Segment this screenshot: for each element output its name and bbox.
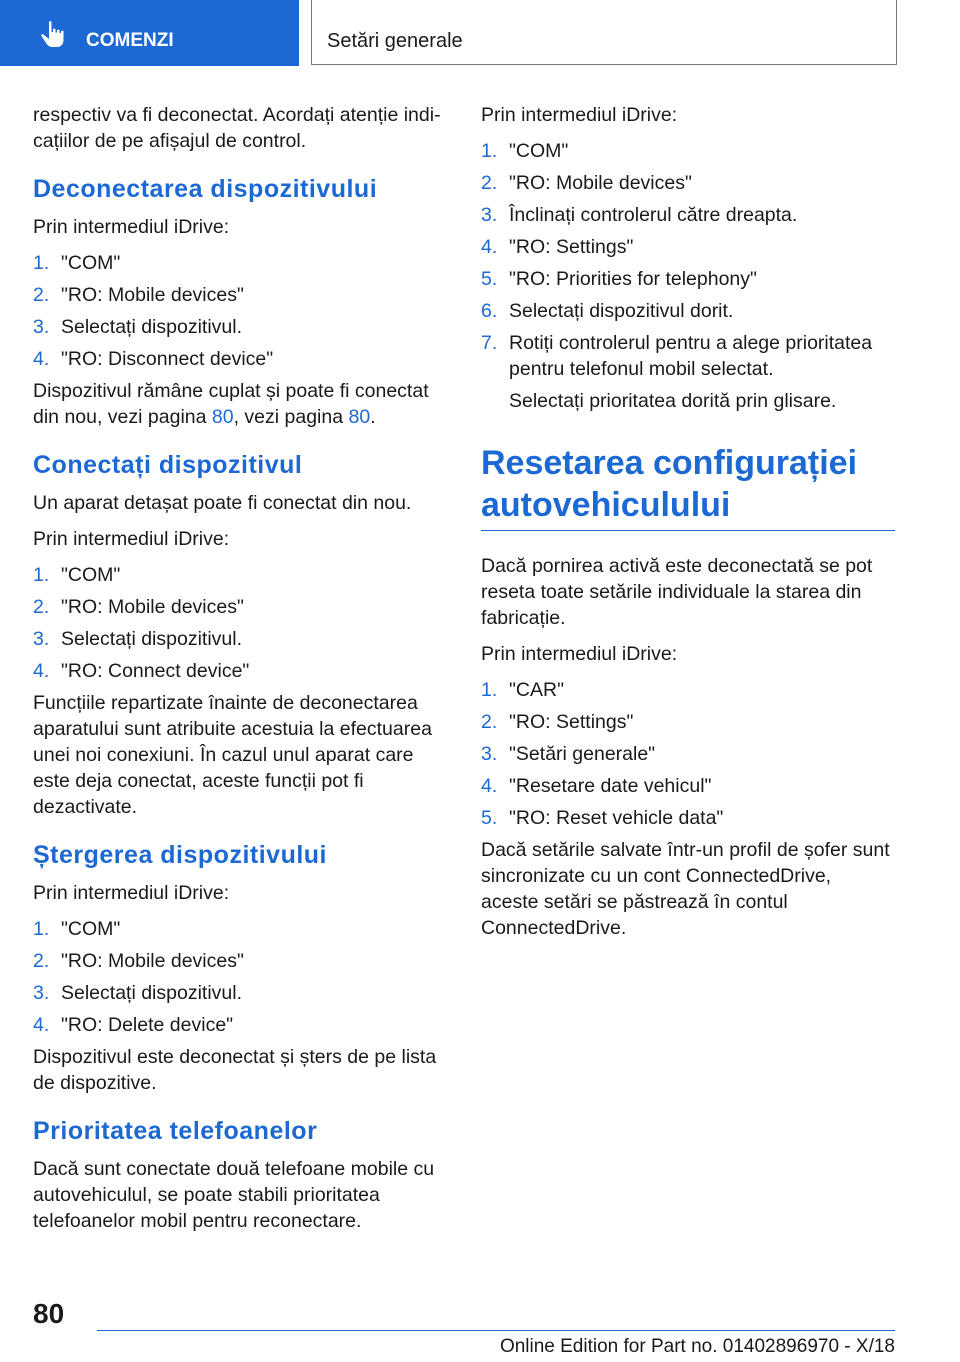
delete-note: Dispozitivul este deconectat și șters de pe lista de dispozitive. bbox=[33, 1046, 437, 1094]
step-number: 3. bbox=[33, 628, 50, 650]
step-number: 3. bbox=[481, 204, 498, 226]
step-number: 3. bbox=[481, 743, 498, 765]
idrive-lead: Prin intermediul iDrive: bbox=[33, 882, 230, 904]
step-number: 2. bbox=[481, 172, 498, 194]
step-number: 5. bbox=[481, 807, 498, 829]
step-text: "CAR" bbox=[509, 679, 565, 701]
list-item bbox=[33, 916, 443, 942]
idrive-lead: Prin intermediul iDrive: bbox=[33, 528, 230, 550]
list-item bbox=[481, 677, 891, 703]
connect-note: Funcțiile repartizate înainte de deconectarea aparatului sunt atribuite acestuia la efectuarea unei noi conexiuni. În cazul unul aparat care este deja conectat, aceste funcții pot fi dezactivate. bbox=[33, 692, 432, 818]
heading-disconnect: Deconectarea dispozitivului bbox=[33, 175, 378, 203]
connect-steps bbox=[33, 562, 443, 684]
reset-note: Dacă setările salvate într-un profil de șofer sunt sincronizate cu un cont ConnectedDrive, aceste setări se păstrează în contul ConnectedDrive. bbox=[481, 839, 890, 939]
section-tab-label: COMENZI bbox=[86, 30, 174, 51]
intro-paragraph: respectiv va fi deconectat. Acordați atenție indicațiilor de pe afișajul de control. bbox=[33, 104, 441, 152]
list-item bbox=[481, 266, 891, 292]
idrive-lead: Prin intermediul iDrive: bbox=[481, 104, 678, 126]
step-text: "RO: Mobile devices" bbox=[61, 596, 244, 618]
step-number: 1. bbox=[481, 140, 498, 162]
heading-delete: Ștergerea dispozitivului bbox=[33, 841, 328, 869]
left-column bbox=[33, 102, 443, 1244]
disconnect-note: Dispozitivul rămâne cuplat și poate fi conectat din nou, vezi pagina 80, vezi pagina 80. bbox=[33, 380, 429, 428]
step-number: 2. bbox=[33, 596, 50, 618]
step-number: 3. bbox=[33, 316, 50, 338]
heading-priority: Prioritatea telefoanelor bbox=[33, 1117, 318, 1145]
idrive-lead: Prin intermediul iDrive: bbox=[33, 216, 230, 238]
step-text: "COM" bbox=[61, 564, 121, 586]
list-item bbox=[481, 298, 891, 324]
step-number: 5. bbox=[481, 268, 498, 290]
step-number: 4. bbox=[481, 775, 498, 797]
step-number: 3. bbox=[33, 982, 50, 1004]
connect-intro: Un aparat detașat poate fi conectat din nou. bbox=[33, 492, 412, 514]
list-item bbox=[481, 234, 891, 260]
section-title: Setări generale bbox=[327, 30, 463, 52]
step-text: Selectați dispozitivul. bbox=[61, 316, 243, 338]
step-number: 4. bbox=[481, 236, 498, 258]
list-item bbox=[33, 948, 443, 974]
page-reference-link[interactable]: 80 bbox=[348, 406, 371, 428]
step-text: "RO: Priorities for telephony" bbox=[509, 268, 757, 290]
list-item bbox=[481, 773, 891, 799]
step-text: "RO: Settings" bbox=[509, 711, 634, 733]
section-tab bbox=[0, 0, 299, 66]
list-item bbox=[481, 805, 891, 831]
priority-intro: Dacă sunt conectate două telefoane mobile cu autovehiculul, se poate stabili prioritatea telefoanelor mobil pentru reconectare. bbox=[33, 1158, 435, 1232]
step-text: "Resetare date vehicul" bbox=[509, 775, 712, 797]
step-text: "RO: Connect device" bbox=[61, 660, 250, 682]
priority-steps bbox=[481, 138, 891, 382]
step-number: 1. bbox=[33, 252, 50, 274]
reset-intro: Dacă pornirea activă este deconectată se pot reseta toate setările individuale la starea din fabricație. bbox=[481, 555, 873, 629]
step-text: "COM" bbox=[509, 140, 569, 162]
step-number: 2. bbox=[481, 711, 498, 733]
list-item bbox=[481, 741, 891, 767]
heading-connect: Conectați dispozitivul bbox=[33, 451, 303, 479]
step-text: Selectați dispozitivul dorit. bbox=[509, 300, 734, 322]
list-item bbox=[33, 1012, 443, 1038]
reset-steps bbox=[481, 677, 891, 831]
priority-followup: Selectați prioritatea dorită prin glisare. bbox=[509, 390, 837, 412]
list-item bbox=[33, 594, 443, 620]
step-text: "COM" bbox=[61, 918, 121, 940]
page-reference-link[interactable]: 80 bbox=[211, 406, 234, 428]
list-item bbox=[481, 138, 891, 164]
step-text: "RO: Reset vehicle data" bbox=[509, 807, 724, 829]
footer-divider bbox=[97, 1330, 895, 1331]
step-number: 2. bbox=[33, 284, 50, 306]
list-item bbox=[481, 170, 891, 196]
step-text: "RO: Delete device" bbox=[61, 1014, 234, 1036]
step-text: Selectați dispozitivul. bbox=[61, 628, 243, 650]
disconnect-steps bbox=[33, 250, 443, 372]
step-number: 4. bbox=[33, 1014, 50, 1036]
step-number: 2. bbox=[33, 950, 50, 972]
footer-edition: Online Edition for Part no. 01402896970 - X/18 bbox=[499, 1336, 895, 1357]
list-item bbox=[481, 330, 891, 382]
step-text: "RO: Mobile devices" bbox=[61, 284, 244, 306]
step-number: 1. bbox=[33, 564, 50, 586]
step-number: 4. bbox=[33, 348, 50, 370]
section-title-box bbox=[311, 0, 897, 65]
list-item bbox=[33, 346, 443, 372]
list-item bbox=[33, 250, 443, 276]
idrive-lead: Prin intermediul iDrive: bbox=[481, 643, 678, 665]
list-item bbox=[481, 202, 891, 228]
step-text: "Setări generale" bbox=[509, 743, 656, 765]
step-text: "RO: Mobile devices" bbox=[61, 950, 244, 972]
right-column bbox=[481, 102, 891, 951]
step-text: Înclinați controlerul către dreapta. bbox=[509, 204, 798, 226]
step-number: 1. bbox=[33, 918, 50, 940]
list-item bbox=[481, 709, 891, 735]
step-number: 6. bbox=[481, 300, 498, 322]
step-text: Rotiți controlerul pentru a alege prioritatea pentru telefonul mobil selectat. bbox=[509, 332, 873, 380]
step-number: 4. bbox=[33, 660, 50, 682]
list-item bbox=[33, 562, 443, 588]
step-text: "COM" bbox=[61, 252, 121, 274]
delete-steps bbox=[33, 916, 443, 1038]
step-number: 7. bbox=[481, 332, 498, 354]
step-text: Selectați dispozitivul. bbox=[61, 982, 243, 1004]
step-text: "RO: Mobile devices" bbox=[509, 172, 692, 194]
list-item bbox=[33, 658, 443, 684]
page-number: 80 bbox=[33, 1298, 65, 1329]
step-text: "RO: Settings" bbox=[509, 236, 634, 258]
list-item bbox=[33, 282, 443, 308]
hand-pointer-icon bbox=[40, 20, 66, 48]
list-item bbox=[33, 314, 443, 340]
list-item bbox=[33, 980, 443, 1006]
step-text: "RO: Disconnect device" bbox=[61, 348, 274, 370]
heading-reset: Resetarea configurației autovehiculului bbox=[481, 442, 895, 531]
list-item bbox=[33, 626, 443, 652]
step-number: 1. bbox=[481, 679, 498, 701]
